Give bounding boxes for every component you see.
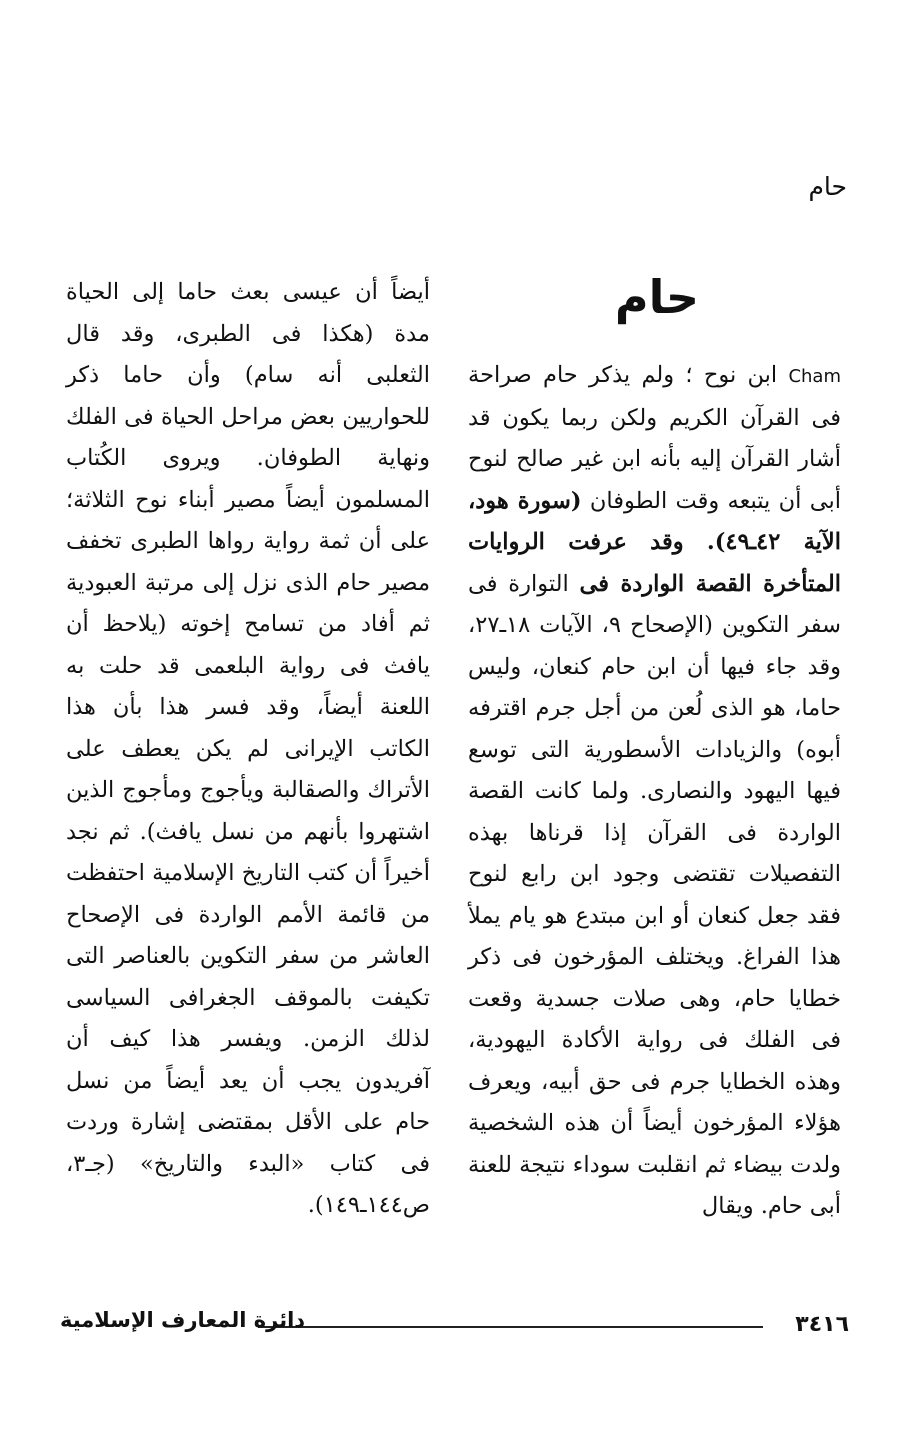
- right-column-rest: التوارة فى سفر التكوين (الإصحاح ٩، الآيات ١٨ـ٢٧، وقد جاء فيها أن ابن حام كنعان، وليس حاما، هو الذى لُعن من أجل جرم اقترفه أبوه) والزيادات الأسطورية التى توسع فيها اليهود والنصارى. ولما كانت القصة الواردة فى القرآن إذا قرناها بهذه التفصيلات تقتضى وجود ابن رابع لنوح فقد جعل كنعان أو ابن مبتدع هو يام يملأ هذا الفراغ. ويختلف المؤرخون فى ذكر خطايا حام، وهى صلات جسدية وقعت فى الفلك فى رواية الأكادة اليهودية، وهذه الخطايا جرم فى حق أبيه، ويعرف هؤلاء المؤرخون أيضاً أن هذه الشخصية ولدت بيضاء ثم انقلبت سوداء نتيجة للعنة أبى حام. ويقال: [468, 570, 842, 1219]
- latin-term: Cham: [788, 366, 841, 387]
- left-column-paragraph: أيضاً أن عيسى بعث حاما إلى الحياة مدة (هكذا فى الطبرى، وقد قال الثعلبى أنه سام) وأن حاما ذكر للحواريين بعض مراحل الحياة فى الفلك ونهاية الطوفان. ويروى الكُتاب المسلمون أيضاً مصير أبناء نوح الثلاثة؛ على أن ثمة رواية رواها الطبرى تخفف مصير حام الذى نزل إلى مرتبة العبودية ثم أفاد من تسامح إخوته (يلاحظ أن يافث فى رواية البلعمى قد حلت به اللعنة أيضاً، وقد فسر هذا بأن هذا الكاتب الإيرانى لم يكن يعطف على الأتراك والصقالبة ويأجوج ومأجوج الذين اشتهروا بأنهم من نسل يافث). ثم نجد أخيراً أن كتب التاريخ الإسلامية احتفظت من قائمة الأمم الواردة فى الإصحاح العاشر من سفر التكوين بالعناصر التى تكيفت بالموقف الجغرافى السياسى لذلك الزمن. ويفسر هذا كيف أن آفريدون يجب أن يعد أيضاً من نسل حام على الأقل بمقتضى إشارة وردت فى كتاب «البدء والتاريخ» (جـ٣، ص١٤٤ـ١٤٩).: [66, 279, 430, 1218]
- right-column-bold: (سورة هود، الآية ٤٢ـ٤٩). وقد عرفت الروايات المتأخرة القصة الواردة فى: [468, 487, 841, 597]
- right-column-lead: ابن نوح ؛ ولم يذكر حام صراحة فى القرآن الكريم ولكن ربما يكون قد أشار القرآن إليه بأنه ابن غير صالح لنوح أبى أن يتبعه وقت الطوفان: [468, 362, 841, 514]
- running-head: حام: [808, 172, 847, 201]
- article-title: حام: [614, 270, 699, 324]
- left-column: [66, 272, 430, 1227]
- footer-page-number: ٣٤١٦: [795, 1312, 849, 1337]
- footer-rule: [258, 1326, 763, 1328]
- right-column-paragraph: [468, 355, 841, 1228]
- right-column: [468, 355, 841, 1228]
- footer-publication: دائرة المعارف الإسلامية: [60, 1308, 306, 1332]
